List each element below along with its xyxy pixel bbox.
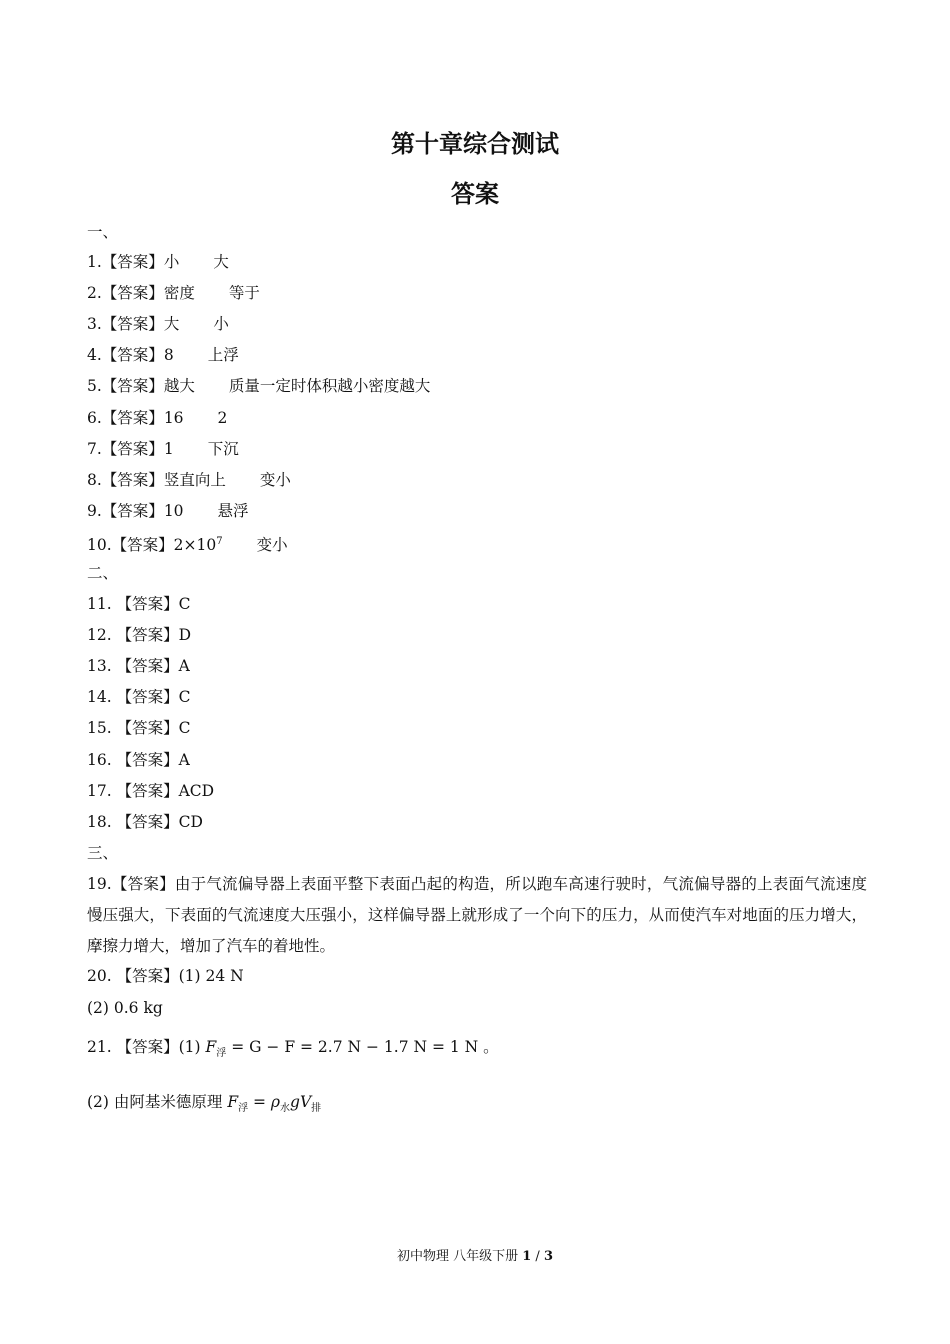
answer-line-14: 14. 【答案】C (87, 688, 191, 706)
section-heading-3: 三、 (87, 844, 119, 862)
answer-line-10: 10.【答案】$2\times 10^7$ 变小 (87, 536, 288, 555)
answer-paragraph-19: 19.【答案】由于气流偏导器上表面平整下表面凸起的构造，所以跑车高速行驶时，气流偏导器的上表面气流速度慢压强大，下表面的气流速度大压强小，这样偏导器上就形成了一个向下的压力，从而使汽车对地面的压力增大，摩擦力增大，增加了汽车的着地性。 (87, 875, 867, 955)
answer-line-15: 15. 【答案】C (87, 719, 191, 737)
answer-line-11: 11. 【答案】C (87, 595, 191, 613)
answer-line-17: 17. 【答案】ACD (87, 782, 215, 800)
answer-line-13: 13. 【答案】A (87, 657, 190, 675)
page-footer: 初中物理 八年级下册 1 / 3 (396, 1249, 553, 1264)
answer-line-18: 18. 【答案】CD (87, 813, 203, 831)
answer-line-4: 4.【答案】8 上浮 (87, 346, 239, 364)
answer-line-21: 21. 【答案】(1) $F_浮 = G - F = 2.7$ N − 1.7 N = 1 N 。 (87, 1038, 499, 1060)
answer-line-21-part2: (2) 由阿基米德原理 $F_浮 = \rho_水gV_排$ (87, 1093, 322, 1115)
answer-line-20-part2: (2) 0.6 kg (87, 999, 163, 1017)
answer-line-9: 9.【答案】10 悬浮 (87, 502, 249, 520)
section-heading-2: 二、 (87, 564, 119, 582)
answer-line-12: 12. 【答案】D (87, 626, 192, 644)
answer-line-8: 8.【答案】竖直向上 变小 (87, 471, 291, 489)
answer-line-20: 20. 【答案】(1) 24 N (87, 967, 244, 985)
answer-line-5: 5.【答案】越大 质量一定时体积越小密度越大 (87, 377, 431, 395)
answer-line-6: 6.【答案】16 2 (87, 409, 228, 427)
answer-line-3: 3.【答案】大 小 (87, 315, 229, 333)
answer-line-1: 1.【答案】小 大 (87, 253, 229, 271)
answer-line-16: 16. 【答案】A (87, 751, 190, 769)
answer-line-2: 2.【答案】密度 等于 (87, 284, 260, 302)
document-title: 第十章综合测试 (391, 130, 559, 158)
section-heading-1: 一、 (87, 223, 119, 241)
answer-line-7: 7.【答案】1 下沉 (87, 440, 239, 458)
document-subtitle: 答案 (451, 180, 499, 208)
